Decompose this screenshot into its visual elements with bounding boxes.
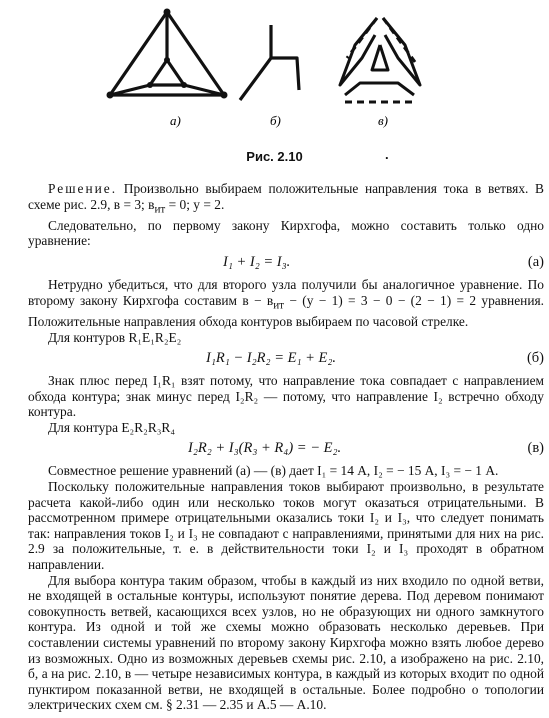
graph-c-contours bbox=[340, 18, 420, 102]
paragraph-contour-1: Для контуров R₁E₁R₂E₂ bbox=[48, 329, 182, 345]
graph-b-tree bbox=[240, 25, 299, 100]
subscript-it: ит bbox=[154, 203, 166, 216]
document-body bbox=[28, 181, 544, 713]
figure-2-10 bbox=[0, 0, 549, 140]
equation-c bbox=[28, 435, 544, 463]
paragraph-second-law bbox=[28, 277, 544, 329]
paragraph-first-law: Следовательно, по первому закону Кирхгофа, можно составить только одно уравнение: bbox=[28, 217, 544, 249]
equation-c-tag: (в) bbox=[527, 440, 544, 457]
paragraph-contour-2: Для контура E₂R₂R₃R₄ bbox=[48, 419, 176, 435]
paragraph-solution-result: Совместное решение уравнений (а) — (в) дает I₁ = 14 А, I₂ = − 15 А, I₃ = − 1 А. bbox=[48, 463, 499, 479]
figure-caption bbox=[0, 149, 549, 164]
solution-heading: Решение. bbox=[48, 181, 118, 196]
paragraph-tree: Для выбора контура таким образом, чтобы в каждый из них входило по одной ветви, не входящей в остальные контуры, используют понятие дерева. Под деревом понимают совокупность ветвей, касающихся всех узлов, но не образующих ни одного замкнутого контура. Из одной и той же схемы можно образовать несколько деревьев. При составлении системы уравнений по второму закону Кирхгофа можно взять любое дерево из возможных. Одно из возможных деревьев схемы рис. 2.10, а изображено на рис. 2.10, б, а на рис. 2.10, в — четыре независимых контура, в каждый из которых входит по одной пунктиром показанной ветви, не входящей в остальные. Более подробно о топологии электрических схем см. § 2.31 — 2.35 и А.5 — А.10. bbox=[28, 572, 544, 713]
graph-a bbox=[110, 12, 224, 95]
equation-a bbox=[28, 249, 544, 277]
label-c: в) bbox=[378, 113, 388, 128]
paragraph-sign: Знак плюс перед I₁R₁ взят потому, что направление тока совпадает с направлением обхода контура; знак минус перед I₂R₂ — потому, что направление I₂ встречно обходу контура. bbox=[28, 373, 544, 420]
second-law-text: Нетрудно убедиться, что для второго узла получили бы аналогичное уравнение. По второму закону Кирхгофа составим в − в bbox=[28, 277, 544, 308]
label-b: б) bbox=[270, 113, 281, 128]
solution-tail: = 0; у = 2. bbox=[165, 196, 225, 212]
equation-b bbox=[28, 345, 544, 373]
paragraph-solution bbox=[28, 181, 544, 218]
second-law-tail: − (у − 1) = 3 − 0 − (2 − 1) = 2 уравнения. Положительные направления обхода контуров выбираем по часовой стрелке. bbox=[28, 292, 544, 329]
subscript-it-2: ит bbox=[273, 299, 285, 312]
equation-b-tag: (б) bbox=[526, 350, 544, 367]
label-a: а) bbox=[170, 113, 181, 128]
solution-text: Произвольно выбираем положительные направления тока в ветвях. В схеме рис. 2.9, в = 3; в bbox=[28, 181, 544, 212]
equation-b-body: I₁R₁ − I₂R₂ = E₁ + E₂. bbox=[206, 350, 337, 367]
equation-a-tag: (а) bbox=[527, 254, 544, 271]
paragraph-negative-currents: Поскольку положительные направления токов выбирают произвольно, в результате расчета какой-либо один или несколько токов могут оказаться отрицательными. В рассмотренном примере отрицательными оказались токи I₂ и I₃, что следует понимать так: направления токов I₂ и I₃ не совпадают с направлениями, принятыми для них на рис. 2.9 за положительные, т. е. в действительности токи I₂ и I₃ проходят в обратном направлении. bbox=[28, 479, 544, 573]
caption-mark: . bbox=[385, 147, 389, 162]
caption-text: Рис. 2.10 bbox=[246, 149, 303, 164]
equation-c-body: I₂R₂ + I₃(R₃ + R₄) = − E₂. bbox=[188, 440, 342, 457]
equation-a-body: I₁ + I₂ = I₃. bbox=[223, 254, 291, 271]
